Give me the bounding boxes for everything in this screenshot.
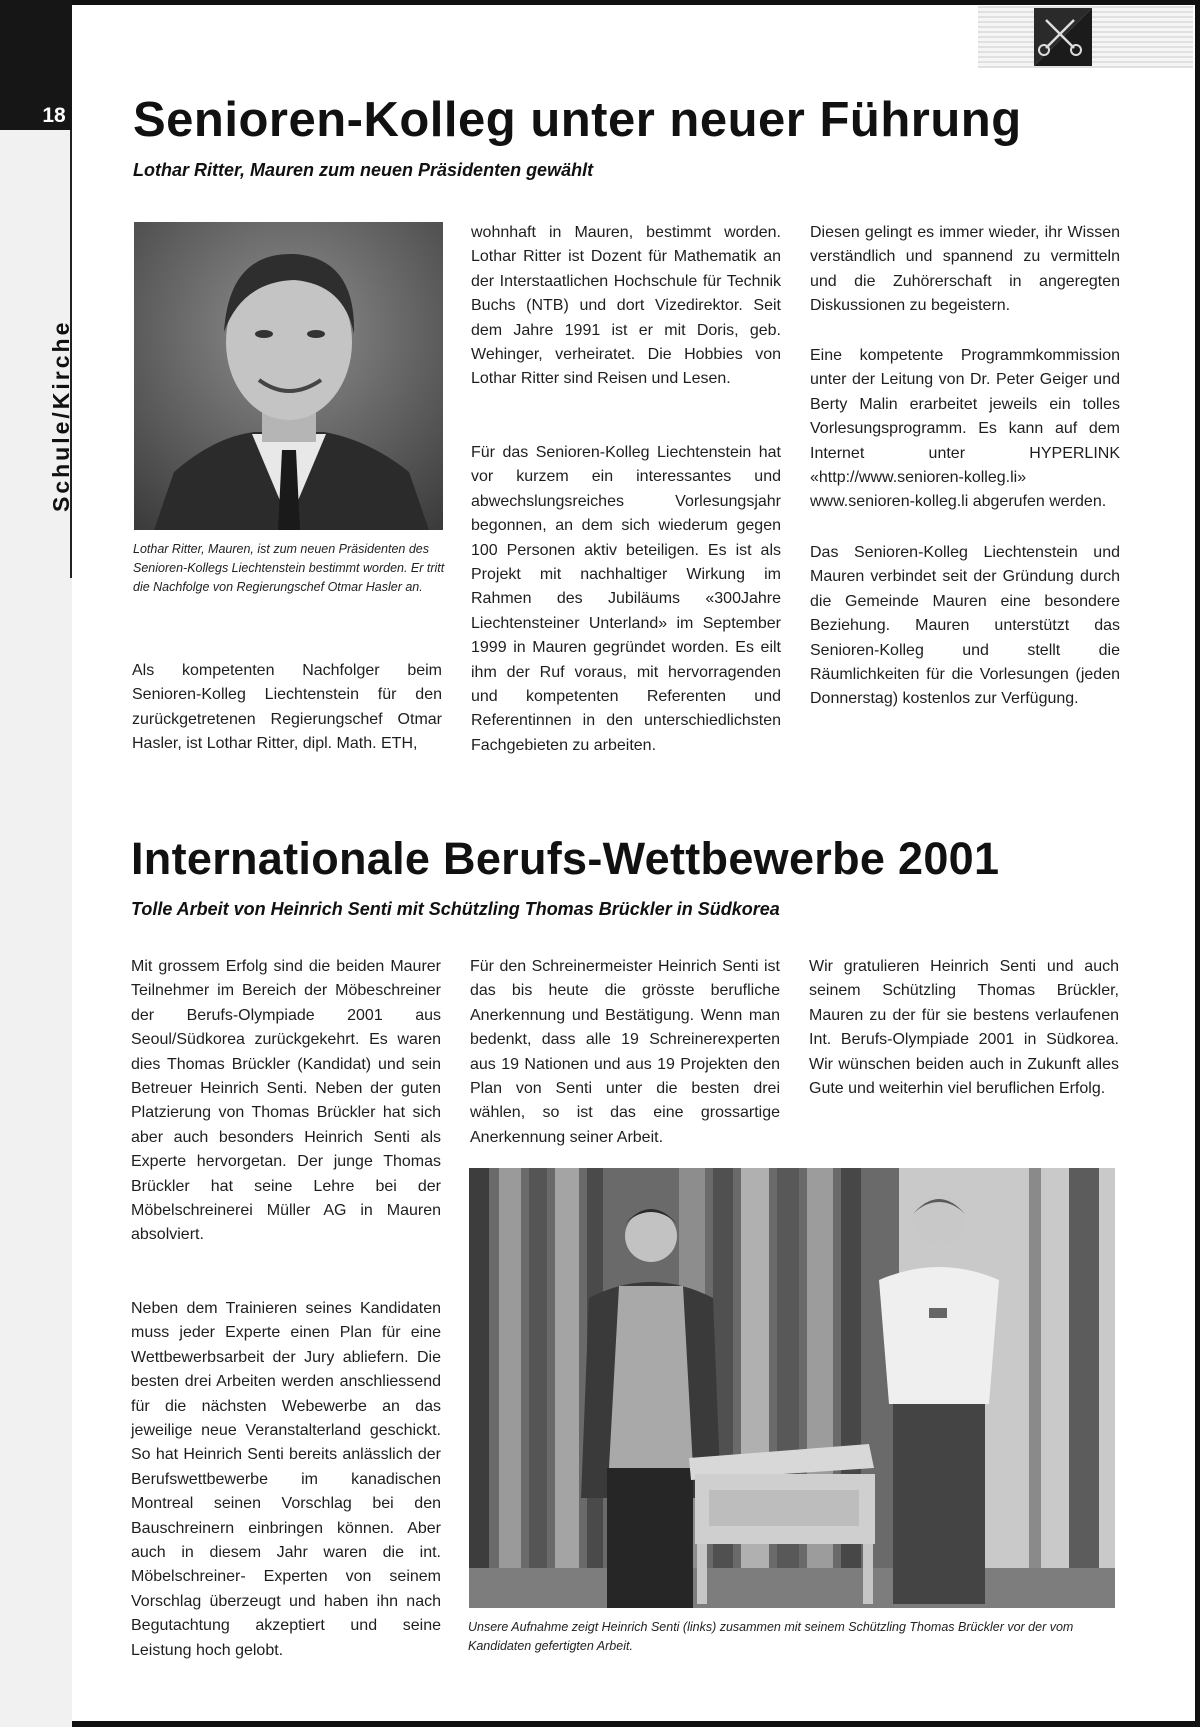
- page-border-right: [1195, 0, 1200, 1727]
- page-border-top: [0, 0, 1200, 5]
- workshop-photo: [469, 1168, 1115, 1608]
- article-1-paragraph-1: Als kompetenten Nachfolger beim Senioren-Kolleg Liechtenstein für den zurückgetretenen Regierungschef Otmar Hasler, ist Lothar Ritter, dipl. Math. ETH,: [132, 662, 442, 753]
- article-1-paragraph-4: Diesen gelingt es immer wieder, ihr Wissen verständlich und spannend zu vermitteln und die Zuhörerschaft in angeregten Diskussionen zu begeistern.: [810, 224, 1120, 315]
- article-2-paragraph-1: Mit grossem Erfolg sind die beiden Maurer Teilnehmer im Bereich der Möbeschreiner der Berufs-Olympiade 2001 aus Seoul/Südkorea zurückgekehrt. Es waren dies Thomas Brückler (Kandidat) und sein Betreuer Heinrich Senti. Neben der guten Platzierung von Thomas Brückler hat sich aber auch besonders Heinrich Senti als Experte hervorgetan. Der junge Thomas Brückler hat seine Lehre bei der Möbelschreinerei Müller AG in Mauren absolviert.: [131, 958, 441, 1244]
- article-2-paragraph-2: Neben dem Trainieren seines Kandidaten muss jeder Experte einen Plan für eine Wettbewerbsarbeit der Jury abliefern. Die besten drei Arbeiten werden anschliessend für die nächsten Webewerbe an das jeweilige neue Veranstalterland geschickt. So hat Heinrich Senti bereits anlässlich der Berufswettbewerbe im kanadischen Montreal seinen Vorschlag bei den Bauschreinern einbringen können. Aber auch in diesem Jahr waren die int. Möbelschreiner- Experten von seinem Vorschlag überzeugt und haben ihn nach Begutachtung akzeptiert und seine Leistung hoch gelobt.: [131, 1300, 441, 1659]
- article-1-paragraph-5: Eine kompetente Programmkommission unter der Leitung von Dr. Peter Geiger und Berty Malin erarbeitet jeweils ein tolles Vorlesungsprogramm. Es kann auf dem Internet unter HYPERLINK «http://www.senioren-kolleg.li» www.senioren-kolleg.li abgerufen werden.: [810, 347, 1120, 511]
- article-2-paragraph-3: Für den Schreinermeister Heinrich Senti ist das bis heute die grösste berufliche Anerkennung und Bestätigung. Wenn man bedenkt, dass alle 19 Schreinerexperten aus 19 Nationen und aus 19 Projekten den Plan von Senti unter die besten drei wählen, so ist das eine grossartige Anerkennung seiner Arbeit.: [470, 958, 780, 1146]
- header-emblem: [978, 6, 1193, 68]
- article-1-paragraph-6: Das Senioren-Kolleg Liechtenstein und Mauren verbindet seit der Gründung durch die Gemeinde Mauren eine besondere Beziehung. Mauren unterstützt das Senioren-Kolleg und stellt die Räumlichkeiten für die Vorlesungen (jeden Donnerstag) kostenlos zur Verfügung.: [810, 544, 1120, 708]
- article-2-title: Internationale Berufs-Wettbewerbe 2001: [131, 833, 1000, 884]
- section-label: Schule/Kirche: [48, 319, 74, 512]
- crossed-keys-icon: [1034, 8, 1092, 66]
- workshop-photo-caption: Unsere Aufnahme zeigt Heinrich Senti (links) zusammen mit seinem Schützling Thomas Brückler vor der vom Kandidaten gefertigten Arbeit.: [468, 1620, 1074, 1653]
- article-1-title: Senioren-Kolleg unter neuer Führung: [133, 93, 1022, 147]
- article-1-paragraph-2: wohnhaft in Mauren, bestimmt worden. Lothar Ritter ist Dozent für Mathematik an der Interstaatlichen Hochschule für Technik Buchs (NTB) und dort Vizedirektor. Seit dem Jahre 1991 ist er mit Doris, geb. Wehinger, verheiratet. Die Hobbies von Lothar Ritter sind Reisen und Lesen.: [471, 224, 781, 388]
- portrait-caption: Lothar Ritter, Mauren, ist zum neuen Präsidenten des Senioren-Kollegs Liechtenstein bestimmt worden. Er tritt die Nachfolge von Regierungschef Otmar Hasler an.: [133, 542, 445, 594]
- left-margin-strip: [0, 0, 72, 1727]
- article-1-subtitle: Lothar Ritter, Mauren zum neuen Präsidenten gewählt: [133, 160, 594, 180]
- page-number: 18: [42, 104, 66, 127]
- page-border-bottom: [0, 1721, 1200, 1727]
- article-2-paragraph-4: Wir gratulieren Heinrich Senti und auch seinem Schützling Thomas Brückler, Mauren zu der für sie bestens verlaufenen Int. Berufs-Olympiade 2001 in Südkorea. Wir wünschen beiden auch in Zukunft alles Gute und weiterhin viel beruflichen Erfolg.: [809, 958, 1119, 1098]
- portrait-photo: [134, 222, 443, 530]
- article-1-paragraph-3: Für das Senioren-Kolleg Liechtenstein hat vor kurzem ein interessantes und abwechslungsreiches Vorlesungsjahr begonnen, an dem sich wiederum gegen 100 Personen aktiv beteiligen. Es ist als Projekt mit nachhaltiger Wirkung im Rahmen des Jubiläums «300Jahre Liechtensteiner Unterland» im September 1999 in Mauren gegründet worden. Es eilt ihm der Ruf voraus, mit hervorragenden und kompetenten Referenten und Referentinnen in den unterschiedlichsten Fachgebieten zu arbeiten.: [471, 444, 781, 754]
- article-2-subtitle: Tolle Arbeit von Heinrich Senti mit Schützling Thomas Brückler in Südkorea: [131, 899, 780, 919]
